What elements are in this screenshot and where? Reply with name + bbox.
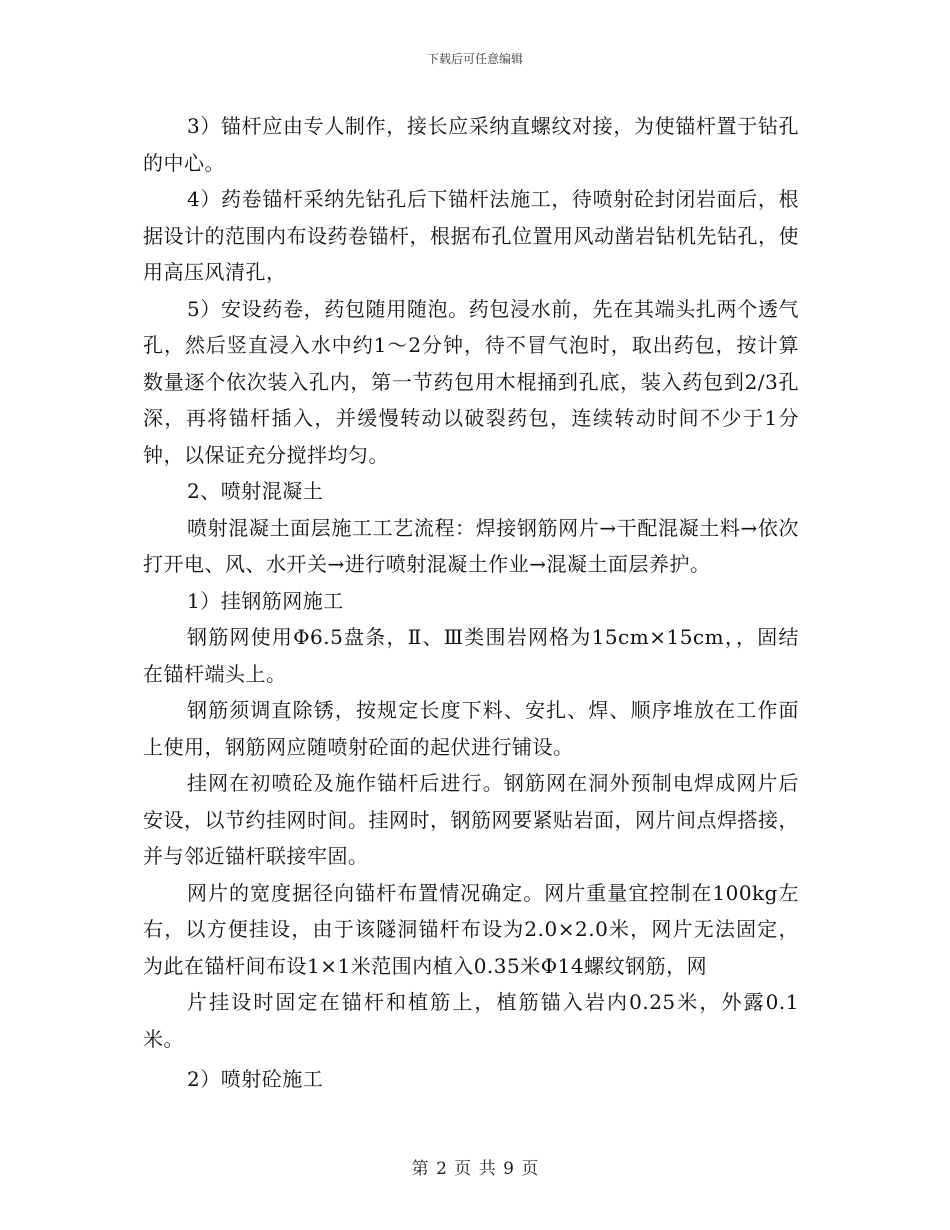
section-heading-shotcrete: 2、喷射混凝土 bbox=[187, 479, 324, 503]
paragraph-cartridge-installation: 5）安设药卷，药包随用随泡。药包浸水前，先在其端头扎两个透气孔，然后竖直浸入水中约1～2分钟，待不冒气泡时，取出药包，按计算数量逐个依次装入孔内，第一节药包用木棍捅到孔底，装入药包到2/3孔深，再将锚杆插入，并缓慢转动以破裂药包，连续转动时间不少于1分钟，以保证充分搅拌均匀。 bbox=[143, 296, 799, 467]
document-body bbox=[143, 108, 799, 1098]
subheading-shotcrete-construction: 2）喷射砼施工 bbox=[187, 1067, 324, 1091]
paragraph-mesh-spec: 钢筋网使用Φ6.5盘条，Ⅱ、Ⅲ类围岩网格为15cm×15cm，，固结在锚杆端头上。 bbox=[143, 625, 799, 686]
subheading-mesh-installation: 1）挂钢筋网施工 bbox=[187, 588, 344, 613]
paragraph-mesh-straightening: 钢筋须调直除锈，按规定长度下料、安扎、焊、顺序堆放在工作面上使用，钢筋网应随喷射砼面的起伏进行铺设。 bbox=[143, 698, 799, 759]
paragraph-mesh-fixing: 片挂设时固定在锚杆和植筋上，植筋锚入岩内0.25米，外露0.1米。 bbox=[143, 990, 799, 1051]
paragraph-mesh-hanging: 挂网在初喷砼及施作锚杆后进行。钢筋网在洞外预制电焊成网片后安设，以节约挂网时间。挂网时，钢筋网要紧贴岩面，网片间点焊搭接，并与邻近锚杆联接牢固。 bbox=[143, 771, 799, 868]
page-header: 下载后可任意编辑 bbox=[426, 52, 523, 66]
paragraph-cartridge-anchor-drilling: 4）药卷锚杆采纳先钻孔后下锚杆法施工，待喷射砼封闭岩面后，根据设计的范围内布设药卷锚杆，根据布孔位置用风动凿岩钻机先钻孔，使用高压风清孔， bbox=[143, 187, 799, 284]
paragraph-anchor-fabrication: 3）锚杆应由专人制作，接长应采纳直螺纹对接，为使锚杆置于钻孔的中心。 bbox=[143, 114, 799, 175]
page-footer: 第 2 页 共 9 页 bbox=[411, 1159, 539, 1179]
paragraph-shotcrete-process: 喷射混凝土面层施工工艺流程：焊接钢筋网片→干配混凝土料→依次打开电、风、水开关→进行喷射混凝土作业→混凝土面层养护。 bbox=[143, 515, 799, 576]
paragraph-mesh-width: 网片的宽度据径向锚杆布置情况确定。网片重量宜控制在100kg左右，以方便挂设，由于该隧洞锚杆布设为2.0×2.0米，网片无法固定，为此在锚杆间布设1×1米范围内植入0.35米Φ14螺纹钢筋，网 bbox=[143, 880, 799, 978]
